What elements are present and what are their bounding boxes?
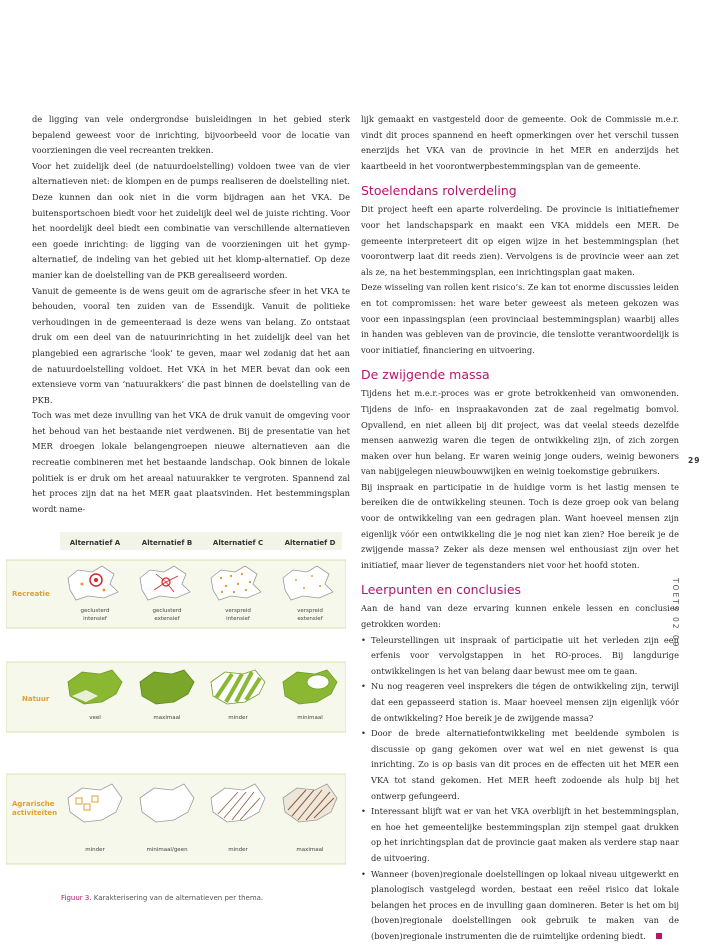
cell-caption: extensief (154, 616, 180, 622)
row-recreatie (6, 560, 346, 628)
row-natuur (6, 662, 346, 732)
page-number: 29 (688, 456, 701, 465)
row-label-recreatie: Recreatie (12, 590, 50, 598)
cell-caption: verspreid (297, 608, 323, 614)
cell-caption: minder (228, 715, 248, 721)
cell-caption: verspreid (225, 608, 251, 614)
cluster-dot-icon (94, 578, 98, 582)
figure-caption-text: Karakterisering van de alternatieven per thema. (93, 894, 264, 902)
figure-number: Figuur 3. (61, 894, 92, 902)
column-header-d: Alternatief D (284, 539, 336, 547)
left-column (32, 112, 350, 517)
running-title: TOETS 02 09 (671, 578, 680, 649)
figure-caption (61, 894, 263, 902)
list-item (361, 867, 679, 945)
column-header-a: Alternatief A (69, 539, 121, 547)
right-column (361, 112, 679, 945)
cell-caption: minder (85, 847, 105, 853)
section-heading: Leerpunten en conclusies (361, 582, 522, 598)
cell-caption: geclusterd (80, 608, 110, 614)
dot-icon (103, 589, 106, 592)
column-header-c: Alternatief C (212, 539, 264, 547)
body-paragraph: lijk gemaakt en vastgesteld door de gemeente. Ook de Commissie m.e.r. vindt dit proces spannend en heeft opmerkingen over het verschil tussen enerzijds het VKA van de provincie in het MER en anderzijds het kaartbeeld in het voorontwerpbestemmingsplan van de gemeente. (361, 114, 679, 171)
body-paragraph: Toch was met deze invulling van het VKA de druk vanuit de omgeving voor het behoud van het bestaande niet verdwenen. Bij de presentatie van het MER droegen lokale belangengroepen nieuwe alternatieven aan die recreatie combineren met het bestaande landschap. Ook binnen de lokale politiek is er druk om het areaal natuurakker te vergroten. Spannend zal het proces zijn dat na het MER gaat plaatsvinden. Het bestemmingsplan wordt name- (32, 410, 350, 514)
list-item-text: Wanneer (boven)regionale doelstellingen op lokaal niveau uitgewerkt en planologisch vastgelegd worden, bestaat een reëel risico dat lokale belangen het proces en de invulling gaan domineren. Beter is het om bij (boven)regionale doelstellingen ook gebruik te maken van de (boven)regionale instrumenten die de ruimtelijke ordening biedt. (371, 868, 679, 941)
body-paragraph: Dit project heeft een aparte rolverdeling. De provincie is initiatiefnemer voor het landschapspark en maakt een VKA middels een MER. De gemeente interpreteert dit op eigen wijze in het bestemmingsplan (het voorontwerp laat dit reeds zien). Vervolgens is de provincie weer aan zet als ze, na het bestemmingsplan, een inrichtingsplan gaat maken. (361, 204, 679, 277)
cell-caption: maximaal (296, 847, 324, 853)
column-headers (60, 532, 342, 550)
body-paragraph: Deze wisseling van rollen kent risico’s. Ze kan tot enorme discussies leiden en tot compromissen: het ware beter geweest als meteen gekozen was voor een inpassingsplan (een provinciaal bestemmingsplan) waarbij alles in handen was gebleven van de provincie, die tenslotte verantwoordelijk is voor initiatief, financiering en uitvoering. (361, 282, 679, 355)
dot-icon (81, 583, 84, 586)
open-field-icon (307, 675, 329, 689)
body-paragraph: Voor het zuidelijk deel (de natuurdoelstelling) voldoen twee van de vier alternatieven niet: de klompen en de pumps realiseren de doelstelling niet. Deze kunnen dan ook niet in die vorm bijdragen aan het VKA. De buitensportschoen biedt voor het zuidelijk deel wel de juiste richting. Voor het noordelijk deel biedt een combinatie van verschillende alternatieven een goede inrichting: de ligging van de voorzieningen uit het gymp-alternatief, de indeling van het gebied uit het klomp-alternatief. Op deze manier kan de doelstelling van de PKB gerealiseerd worden. (32, 160, 350, 280)
cell-caption: extensief (297, 616, 323, 622)
section-heading: Stoelendans rolverdeling (361, 183, 517, 199)
cell-caption: intensief (83, 616, 107, 622)
cell-caption: intensief (226, 616, 250, 622)
cell-caption: geclusterd (152, 608, 182, 614)
alternatives-figure (6, 526, 346, 878)
row-label-agrarisch: Agrarische activiteiten (12, 800, 58, 817)
column-header-b: Alternatief B (141, 539, 193, 547)
list-item: • Nu nog reageren veel insprekers die tégen de ontwikkeling zijn, terwijl dat een gepasseerd station is. Maar hoeveel mensen zijn eigenlijk vóór de ontwikkeling? Hoe bereik je de zwijgende massa? (361, 679, 679, 726)
section-heading: De zwijgende massa (361, 367, 490, 383)
row-agrarisch (6, 774, 346, 864)
cell-caption: minimaal/geen (146, 847, 188, 853)
cell-caption: veel (89, 715, 101, 721)
row-label-natuur: Natuur (22, 695, 50, 703)
body-paragraph: Aan de hand van deze ervaring kunnen enkele lessen en conclusies getrokken worden: (361, 603, 679, 630)
body-paragraph: de ligging van vele ondergrondse buisleidingen in het gebied sterk bepalend geweest voor de inrichting, bijvoorbeeld voor de locatie van voorzieningen die veel recreanten trekken. (32, 114, 350, 156)
list-item: • Interessant blijft wat er van het VKA overblijft in het bestemmingsplan, en hoe het gemeentelijke bestemmingsplan zijn stempel gaat drukken op het inrichtingsplan dat de provincie gaat maken als verdere stap naar de uitvoering. (361, 804, 679, 866)
cell-caption: minder (228, 847, 248, 853)
body-paragraph: Bij inspraak en participatie in de huidige vorm is het lastig mensen te bereiken die de ontwikkeling steunen. Toch is deze groep ook van belang voor de ontwikkeling van een gedragen plan. Want hoeveel mensen zijn eigenlijk vóór een ontwikkeling die je nog niet kan zien? Hoe bereik je de zwijgende massa? Zeker als deze mensen wel enthousiast zijn over het initiatief, maar liever de tegenstanders niet voor het hoofd stoten. (361, 481, 679, 570)
list-item: • Door de brede alternatiefontwikkeling met beeldende symbolen is discussie op gang gekomen over wat wel en niet gewenst is qua inrichting. Zo is op basis van dit proces en de effecten uit het MER een VKA tot stand gekomen. Het MER heeft zodoende als hulp bij het ontwerp gefungeerd. (361, 726, 679, 804)
body-paragraph: Vanuit de gemeente is de wens geuit om de agrarische sfeer in het VKA te behouden, vooral ten zuiden van de Essendijk. Vanuit de politieke verhoudingen in de gemeenteraad is deze wens van belang. Zo ontstaat druk om een deel van de natuurinrichting in het zuidelijk deel van het plangebied een agrarische ‘look’ te geven, maar wel zodanig dat het aan de natuurdoelstelling voldoet. Het VKA in het MER bevat dan ook een extensieve vorm van ‘natuurakkers’ die past binnen de doelstelling van de PKB. (32, 285, 350, 405)
conclusion-list (361, 633, 679, 945)
cell-caption: maximaal (153, 715, 181, 721)
end-of-article-icon (656, 933, 662, 939)
list-item: • Teleurstellingen uit inspraak of participatie uit het verleden zijn een erfenis voor vervolgstappen in het RO-proces. Bij langdurige ontwikkelingen is het van belang daar bewust mee om te gaan. (361, 633, 679, 680)
cell-caption: minimaal (297, 715, 323, 721)
body-paragraph: Tijdens het m.e.r.-proces was er grote betrokkenheid van omwonenden. Tijdens de info- en inspraakavonden zat de zaal regelmatig bomvol. Opvallend, en niet alleen bij dit project, was dat veelal steeds dezelfde mensen aanwezig waren die tegen de ontwikkeling zijn, of zich zorgen maken over hun belang. Er waren weinig jonge ouders, weinig bewoners van nabijgelegen nieuwbouwwijken en weinig toekomstige gebruikers. (361, 388, 679, 477)
